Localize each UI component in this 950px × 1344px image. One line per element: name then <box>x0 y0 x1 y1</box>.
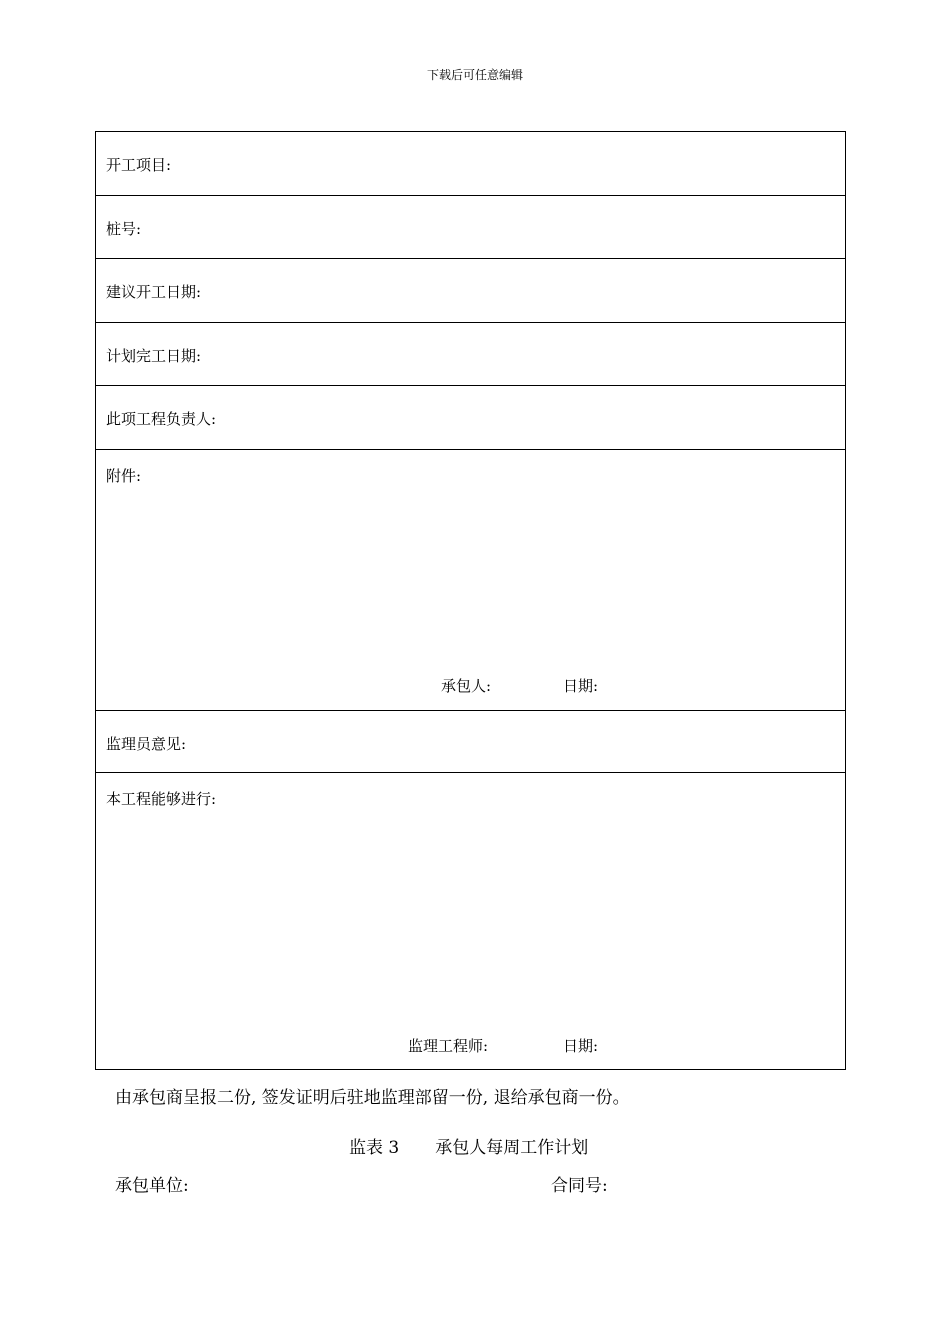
next-form-title <box>349 1133 588 1158</box>
row-stake-no <box>96 196 845 260</box>
start-project-label: 开工项目: <box>106 156 172 174</box>
stake-no-label: 桩号: <box>106 219 142 238</box>
planned-completion-date-label: 计划完工日期: <box>106 346 202 365</box>
engineer-sign-label: 监理工程师: <box>408 1036 489 1055</box>
inspector-opinion-label: 监理员意见: <box>106 734 187 753</box>
row-start-project <box>96 132 845 196</box>
row-project-lead <box>96 386 845 450</box>
contractor-unit-label: 承包单位: <box>115 1176 189 1196</box>
header-note: 下载后可任意编辑 <box>426 68 523 82</box>
engineer-date-label: 日期: <box>563 1036 599 1055</box>
proposed-start-date-label: 建议开工日期: <box>106 283 202 301</box>
row-proposed-start-date <box>96 259 845 323</box>
next-form-code: 监表 3 <box>349 1138 400 1158</box>
row-proceed <box>96 773 845 1069</box>
work-start-form-table <box>95 131 846 1070</box>
attachments-label: 附件: <box>106 466 142 485</box>
row-planned-completion-date <box>96 323 845 387</box>
next-form-name: 承包人每周工作计划 <box>435 1138 589 1158</box>
row-inspector-opinion <box>96 711 845 773</box>
contract-no-label: 合同号: <box>551 1176 608 1196</box>
submission-footnote: 由承包商呈报二份, 签发证明后驻地监理部留一份, 退给承包商一份。 <box>115 1088 630 1108</box>
project-lead-label: 此项工程负责人: <box>106 410 217 428</box>
contractor-date-label: 日期: <box>563 676 599 695</box>
row-attachments <box>96 450 845 711</box>
contractor-sign-label: 承包人: <box>441 676 492 695</box>
proceed-label: 本工程能够进行: <box>106 789 217 808</box>
